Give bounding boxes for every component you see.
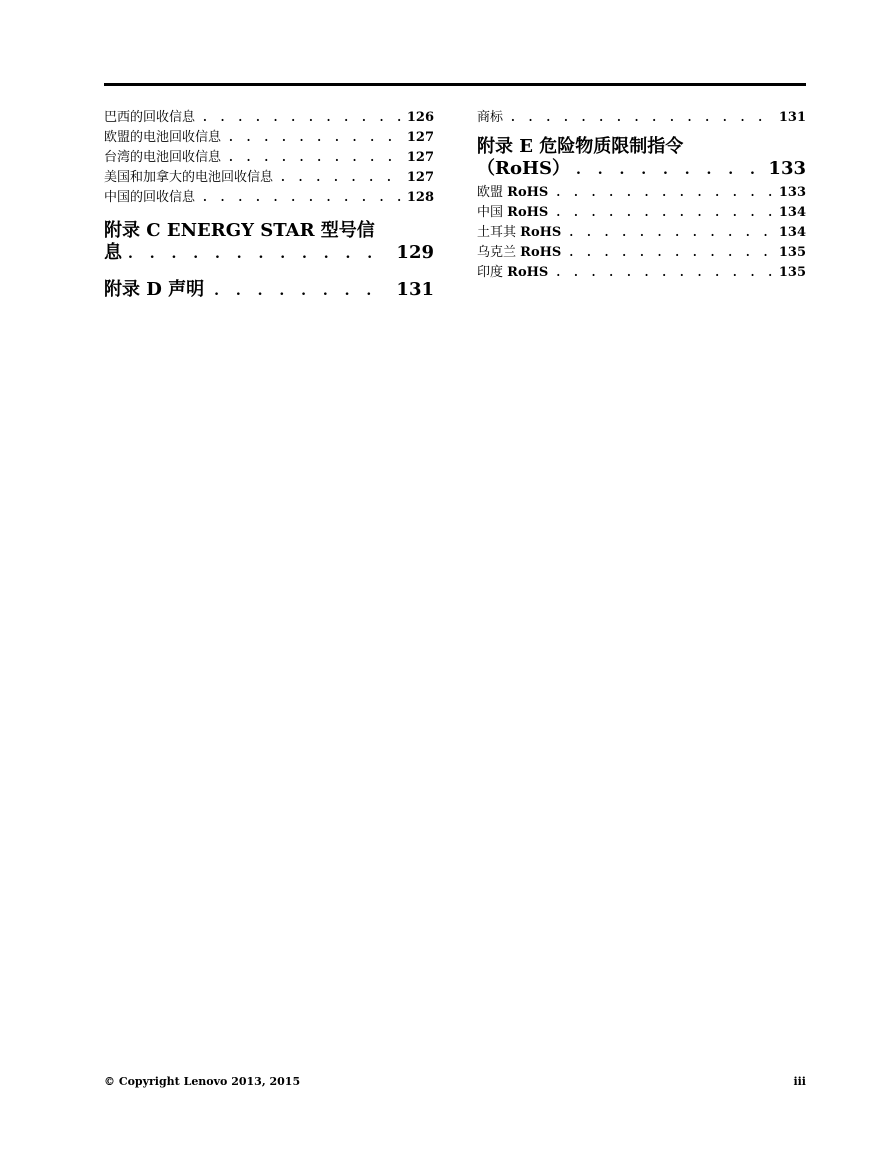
toc-entry[interactable] <box>477 223 806 243</box>
toc-entry-title: 巴西的回收信息 <box>104 110 196 125</box>
toc-entry-page: 128 <box>406 190 434 205</box>
toc-chapter-title: 附录 C ENERGY STAR 型号信 <box>104 220 375 241</box>
copyright-notice: © Copyright Lenovo 2013, 2015 <box>104 1075 301 1088</box>
toc-entry-page: 127 <box>406 150 434 165</box>
toc-chapter-title-cont: （RoHS） <box>477 158 570 179</box>
toc-leader-dots <box>556 263 773 283</box>
toc-entry-title: 台湾的电池回收信息 <box>104 150 222 165</box>
toc-entry-prefix: 乌克兰 <box>477 245 517 260</box>
toc-leader-dots <box>569 243 773 263</box>
toc-leader-dots <box>214 280 388 302</box>
toc-entry-title: 商标 <box>477 110 504 125</box>
toc-leader-dots <box>511 108 773 128</box>
toc-entry-suffix: RoHS <box>507 265 549 280</box>
toc-right-column <box>477 108 806 283</box>
toc-leader-dots <box>569 223 773 243</box>
toc-chapter-appendix-d[interactable] <box>104 279 434 302</box>
toc-entry-title <box>477 203 548 223</box>
toc-entry-page: 127 <box>406 130 434 145</box>
toc-entry[interactable] <box>104 188 434 208</box>
toc-leader-dots <box>128 243 388 265</box>
toc-chapter-title: 附录 D 声明 <box>104 279 205 300</box>
toc-entry-page: 135 <box>778 265 806 280</box>
toc-chapter-appendix-c[interactable] <box>104 220 434 265</box>
toc-entry-page: 134 <box>778 205 806 220</box>
toc-chapter-appendix-e[interactable] <box>477 136 806 181</box>
toc-chapter-title: 附录 E 危险物质限制指令 <box>477 136 684 157</box>
toc-entry-title <box>477 263 548 283</box>
toc-entry-trademark[interactable] <box>477 108 806 128</box>
toc-entry-page: 127 <box>406 170 434 185</box>
toc-entry-prefix: 中国 <box>477 205 504 220</box>
toc-leader-dots <box>281 168 401 188</box>
toc-leader-dots <box>229 148 401 168</box>
toc-leader-dots <box>556 183 773 203</box>
toc-entry[interactable] <box>477 203 806 223</box>
toc-entry-prefix: 欧盟 <box>477 185 504 200</box>
toc-entry-title <box>477 243 561 263</box>
toc-entry-suffix: RoHS <box>520 245 562 260</box>
page-number: iii <box>793 1075 806 1088</box>
toc-entry[interactable] <box>477 263 806 283</box>
toc-entry[interactable] <box>104 108 434 128</box>
toc-entry-suffix: RoHS <box>520 225 562 240</box>
toc-leader-dots <box>556 203 773 223</box>
toc-entry[interactable] <box>104 128 434 148</box>
toc-entry-title: 美国和加拿大的电池回收信息 <box>104 170 274 185</box>
toc-entry-page: 131 <box>778 110 806 125</box>
toc-entry[interactable] <box>104 168 434 188</box>
toc-chapter-page: 133 <box>768 158 806 179</box>
toc-leader-dots <box>203 188 401 208</box>
toc-leader-dots <box>203 108 401 128</box>
toc-entry-title <box>477 183 548 203</box>
toc-entry-title: 欧盟的电池回收信息 <box>104 130 222 145</box>
toc-chapter-page: 131 <box>396 279 434 300</box>
toc-chapter-page: 129 <box>396 242 434 263</box>
toc-entry[interactable] <box>104 148 434 168</box>
toc-entry-suffix: RoHS <box>507 185 549 200</box>
toc-entry-title <box>477 223 561 243</box>
toc-entry-suffix: RoHS <box>507 205 549 220</box>
toc-entry[interactable] <box>477 183 806 203</box>
header-rule <box>104 83 806 86</box>
toc-chapter-title-cont: 息 <box>104 242 122 263</box>
toc-entry[interactable] <box>477 243 806 263</box>
toc-leader-dots <box>576 159 760 181</box>
toc-entry-prefix: 土耳其 <box>477 225 517 240</box>
toc-leader-dots <box>229 128 401 148</box>
toc-entry-page: 134 <box>778 225 806 240</box>
toc-entry-prefix: 印度 <box>477 265 504 280</box>
page-footer <box>104 1075 806 1088</box>
toc-entry-page: 135 <box>778 245 806 260</box>
toc-entry-title: 中国的回收信息 <box>104 190 196 205</box>
toc-entry-page: 126 <box>406 110 434 125</box>
toc-entry-page: 133 <box>778 185 806 200</box>
toc-left-column <box>104 108 434 302</box>
